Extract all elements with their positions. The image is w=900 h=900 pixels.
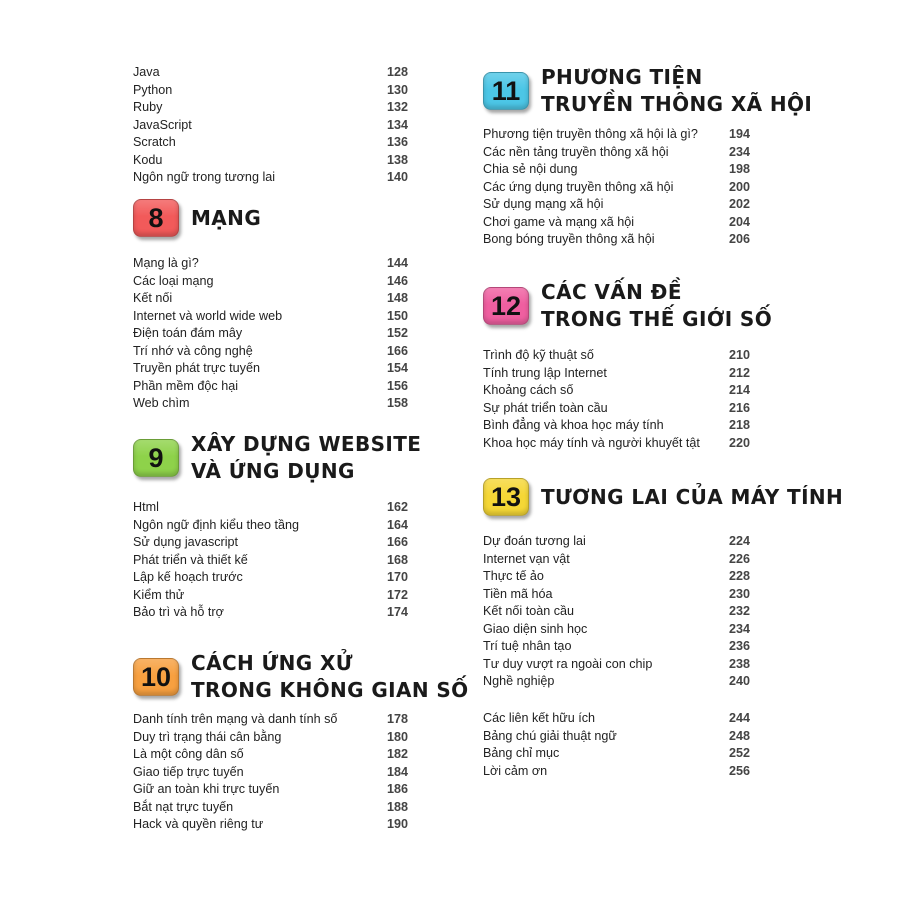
toc-entry-page: 168 [386,552,408,567]
toc-entry-page: 154 [386,361,408,375]
toc-entry [133,308,408,326]
chapter-badge: 12 [483,287,529,325]
chapter-title-line: TRUYỀN THÔNG XÃ HỘI [541,92,813,116]
chapter-title-line: VÀ ỨNG DỤNG [191,459,355,483]
toc-entry-title: Là một công dân số [133,747,244,761]
toc-entry-title: Trí nhớ và công nghệ [133,343,253,358]
toc-entry [133,378,408,396]
chapter-badge: 11 [483,72,529,110]
toc-entry [483,161,750,179]
chapter-title-line: TRONG THẾ GIỚI SỐ [541,307,773,331]
toc-entry [133,604,408,622]
toc-entry-title: Chơi game và mạng xã hội [483,214,635,229]
toc-entry [133,169,408,187]
toc-entry-title: Tư duy vượt ra ngoài con chip [483,656,653,671]
toc-list-intro [133,64,408,187]
toc-entry-page: 178 [386,712,408,726]
toc-entry-page: 202 [728,197,750,211]
toc-entry-title: Tiền mã hóa [483,586,553,601]
toc-entry [483,196,750,214]
toc-entry [483,745,750,763]
toc-entry-page: 228 [728,569,750,583]
toc-entry-page: 218 [728,418,750,432]
chapter-title-line: MẠNG [191,205,262,230]
chapter-title [191,205,261,232]
toc-entry-page: 214 [728,383,750,397]
toc-entry-title: Bảng chú giải thuật ngữ [483,728,617,743]
toc-entry [133,781,408,799]
chapter-badge: 9 [133,439,179,477]
toc-entry-page: 174 [386,605,408,619]
toc-entry-page: 236 [728,639,750,653]
toc-entry-page: 200 [728,179,750,194]
toc-entry-title: Chia sẻ nội dung [483,162,578,176]
toc-entry-page: 198 [728,162,750,176]
toc-entry [133,499,408,517]
toc-entry-title: Phát triển và thiết kế [133,552,248,567]
chapter-title [541,279,772,333]
chapter-title [541,64,812,118]
chapter-badge: 10 [133,658,179,696]
toc-entry [133,99,408,117]
toc-list-appendix [483,710,750,780]
toc-entry [483,551,750,569]
toc-entry-page: 146 [386,273,408,288]
toc-entry-page: 134 [386,117,408,132]
toc-entry-title: JavaScript [133,117,192,132]
toc-entry-page: 166 [386,535,408,549]
toc-entry [133,117,408,135]
toc-entry-page: 156 [386,378,408,393]
toc-entry [133,360,408,378]
toc-entry-page: 204 [728,214,750,229]
toc-entry [133,746,408,764]
toc-entry-title: Khoảng cách số [483,383,574,397]
toc-entry-title: Kết nối toàn cầu [483,604,575,618]
toc-entry-page: 252 [728,746,750,760]
chapter-title [191,431,421,485]
toc-entry [483,621,750,639]
toc-entry [483,400,750,418]
toc-entry-title: Ruby [133,100,163,114]
toc-list-ch8 [133,255,408,413]
toc-entry-page: 210 [728,348,750,362]
toc-entry-page: 206 [728,232,750,246]
toc-entry-page: 152 [386,326,408,340]
toc-list-ch11 [483,126,750,249]
toc-entry [133,255,408,273]
toc-entry-title: Dự đoán tương lai [483,534,586,548]
toc-entry [483,586,750,604]
toc-entry-page: 238 [728,656,750,671]
toc-entry-page: 130 [386,82,408,97]
toc-entry-page: 190 [386,817,408,831]
toc-entry-page: 244 [728,711,750,725]
toc-entry-page: 256 [728,763,750,778]
toc-entry-page: 132 [386,100,408,114]
toc-entry-title: Các nền tảng truyền thông xã hội [483,144,669,159]
toc-entry [133,395,408,413]
toc-entry-title: Sử dụng mạng xã hội [483,197,604,211]
toc-entry-title: Các liên kết hữu ích [483,711,596,725]
chapter-badge: 13 [483,478,529,516]
toc-entry [133,587,408,605]
toc-entry [133,517,408,535]
toc-entry [483,656,750,674]
chapter-title-line: XÂY DỰNG WEBSITE [191,432,422,456]
toc-entry-page: 150 [386,308,408,323]
toc-entry-title: Phần mềm độc hại [133,378,239,393]
toc-entry [133,64,408,82]
chapter-title-line: TRONG KHÔNG GIAN SỐ [191,678,469,702]
toc-entry-page: 172 [386,587,408,602]
toc-entry-title: Bảng chỉ mục [483,746,560,760]
toc-entry-page: 234 [728,621,750,636]
chapter-title-line: CÁCH ỨNG XỬ [191,651,353,675]
toc-entry-title: Sự phát triển toàn cầu [483,400,608,415]
toc-entry-title: Python [133,82,173,97]
toc-list-ch10 [133,711,408,834]
toc-entry-title: Sử dụng javascript [133,535,239,549]
toc-entry [133,729,408,747]
chapter-12-heading [483,279,772,333]
toc-entry-title: Internet và world wide web [133,308,283,323]
toc-entry-page: 230 [728,586,750,601]
toc-entry [483,365,750,383]
toc-list-ch12 [483,347,750,452]
toc-entry [483,214,750,232]
toc-entry-page: 232 [728,604,750,618]
chapter-10-heading [133,650,469,704]
toc-list-ch9 [133,499,408,622]
toc-entry-title: Bong bóng truyền thông xã hội [483,232,655,246]
toc-entry-page: 136 [386,135,408,149]
chapter-11-heading [483,64,812,118]
toc-entry-title: Các ứng dụng truyền thông xã hội [483,179,674,194]
toc-entry-title: Hack và quyền riêng tư [133,817,264,831]
toc-entry [483,347,750,365]
toc-entry-page: 234 [728,144,750,159]
toc-entry-title: Giao tiếp trực tuyến [133,764,244,779]
toc-entry [483,126,750,144]
toc-entry-title: Mạng là gì? [133,256,199,270]
chapter-9-heading [133,431,421,485]
toc-entry [133,799,408,817]
toc-entry-page: 170 [386,570,408,584]
toc-entry-page: 184 [386,764,408,779]
toc-entry-title: Nghề nghiệp [483,674,555,688]
toc-entry [133,325,408,343]
toc-entry [483,728,750,746]
toc-entry-title: Trí tuệ nhân tạo [483,639,572,653]
toc-entry-title: Bảo trì và hỗ trợ [133,605,224,619]
toc-entry [483,417,750,435]
chapter-title-line: TƯƠNG LAI CỦA MÁY TÍNH [541,484,844,509]
toc-entry-page: 166 [386,343,408,358]
toc-entry [133,290,408,308]
toc-entry-page: 180 [386,729,408,744]
toc-entry [133,152,408,170]
toc-entry-title: Điện toán đám mây [133,326,243,340]
toc-entry [483,710,750,728]
toc-entry-title: Các loại mạng [133,273,214,288]
toc-entry [483,568,750,586]
toc-entry-title: Phương tiện truyền thông xã hội là gì? [483,127,698,141]
toc-entry-title: Trình độ kỹ thuật số [483,348,594,362]
toc-entry-title: Kiểm thử [133,587,185,602]
toc-entry [133,343,408,361]
toc-entry-page: 216 [728,400,750,415]
toc-entry [483,435,750,453]
toc-entry-page: 128 [386,65,408,79]
toc-entry [133,552,408,570]
chapter-title-line: CÁC VẤN ĐỀ [541,280,682,304]
toc-entry-page: 158 [386,396,408,410]
toc-entry-page: 182 [386,747,408,761]
toc-entry-page: 226 [728,551,750,566]
toc-entry-page: 212 [728,365,750,380]
toc-entry-page: 144 [386,256,408,270]
toc-entry-title: Java [133,65,160,79]
toc-entry-page: 220 [728,435,750,450]
toc-entry [133,711,408,729]
toc-entry [483,603,750,621]
toc-entry [133,816,408,834]
toc-entry [483,382,750,400]
toc-entry-page: 148 [386,291,408,305]
toc-entry-title: Lập kế hoạch trước [133,570,243,584]
chapter-8-heading [133,199,261,237]
toc-entry [483,673,750,691]
toc-entry-title: Ngôn ngữ trong tương lai [133,170,276,184]
toc-entry [483,533,750,551]
toc-entry-title: Internet vạn vật [483,551,570,566]
toc-entry-title: Duy trì trạng thái cân bằng [133,729,282,744]
chapter-13-heading [483,478,843,516]
toc-entry-title: Giao diện sinh học [483,621,588,636]
toc-entry-title: Bình đẳng và khoa học máy tính [483,418,664,432]
toc-entry-title: Danh tính trên mạng và danh tính số [133,712,338,726]
toc-entry-page: 240 [728,674,750,688]
toc-entry [483,179,750,197]
toc-entry [133,534,408,552]
chapter-title [541,484,843,511]
toc-entry-title: Kodu [133,152,163,167]
toc-entry-title: Html [133,500,159,514]
toc-entry [133,82,408,100]
toc-entry [483,144,750,162]
toc-entry-title: Khoa học máy tính và người khuyết tật [483,435,700,450]
toc-entry [133,569,408,587]
toc-entry-page: 224 [728,534,750,548]
toc-entry-title: Lời cảm ơn [483,763,548,778]
chapter-badge: 8 [133,199,179,237]
toc-entry-title: Thực tế ảo [483,569,544,583]
toc-entry-title: Tính trung lập Internet [483,365,607,380]
toc-entry [133,273,408,291]
chapter-title-line: PHƯƠNG TIỆN [541,65,703,89]
toc-entry-page: 164 [386,517,408,532]
toc-entry [483,638,750,656]
toc-entry [133,764,408,782]
toc-entry-page: 162 [386,500,408,514]
toc-entry-title: Kết nối [133,291,173,305]
toc-entry-page: 140 [386,170,408,184]
toc-entry-page: 186 [386,782,408,796]
toc-entry-title: Truyền phát trực tuyến [133,361,260,375]
toc-entry [483,231,750,249]
chapter-title [191,650,469,704]
toc-entry [483,763,750,781]
toc-entry-page: 248 [728,728,750,743]
toc-entry-page: 188 [386,799,408,814]
toc-entry [133,134,408,152]
toc-entry-title: Ngôn ngữ định kiểu theo tầng [133,517,299,532]
toc-list-ch13 [483,533,750,691]
toc-entry-page: 138 [386,152,408,167]
toc-entry-title: Web chìm [133,396,190,410]
toc-entry-title: Bắt nạt trực tuyến [133,799,234,814]
toc-entry-page: 194 [728,127,750,141]
toc-entry-title: Giữ an toàn khi trực tuyến [133,782,280,796]
toc-entry-title: Scratch [133,135,176,149]
